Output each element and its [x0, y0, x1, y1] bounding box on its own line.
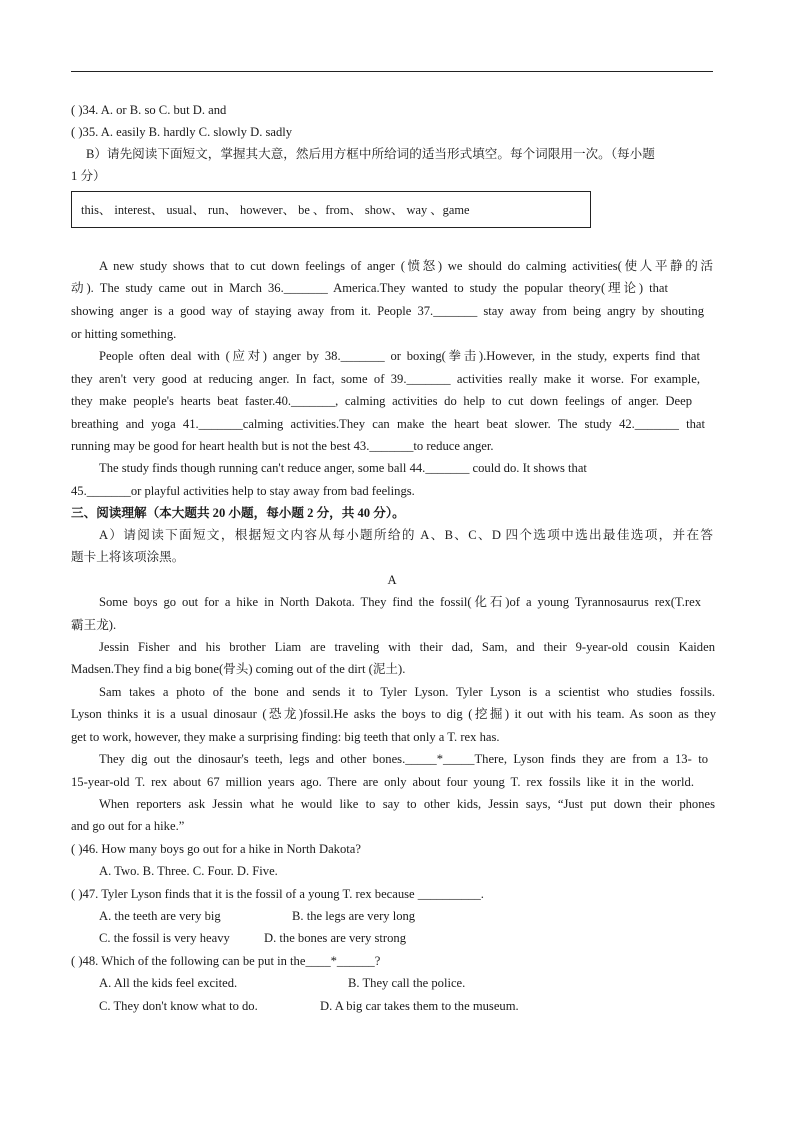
section-b-instruction: B）请先阅读下面短文，掌握其大意，然后用方框中所给词的适当形式填空。每个词限用一次。（每小题: [86, 147, 655, 161]
passage-a-line-11: and go out for a hike.”: [71, 819, 185, 833]
passage-a-line-2: 霸王龙).: [71, 618, 117, 632]
question-47-option-c: C. the fossil is very heavy: [99, 931, 230, 945]
passage-a-line-9: 15-year-old T. rex about 67 million years ago. There are only about four young T. rex fossils like it in the world.: [71, 775, 694, 789]
header-rule: [71, 71, 713, 72]
question-48-option-b: B. They call the police.: [348, 976, 466, 990]
question-46-options: A. Two. B. Three. C. Four. D. Five.: [99, 864, 278, 878]
question-47-option-b: B. the legs are very long: [292, 909, 416, 923]
passage-a-line-7: get to work, however, they make a surprising finding: big teeth that only a T. rex has.: [71, 730, 500, 744]
question-34: ( )34. A. or B. so C. but D. and: [71, 103, 227, 117]
section-3-instruction-cont: 题卡上将该项涂黑。: [71, 550, 185, 564]
passage-a-line-4: Madsen.They find a big bone(骨头) coming out of the dirt (泥土).: [71, 662, 406, 676]
passage-b-line-5: People often deal with (应对) anger by 38._______ or boxing(拳击).However, in the study, experts find that: [99, 349, 700, 363]
question-47-option-d: D. the bones are very strong: [264, 931, 406, 945]
section-b-instruction-cont: 1 分）: [71, 169, 106, 183]
question-48-option-d: D. A big car takes them to the museum.: [320, 999, 519, 1013]
passage-a-line-1: Some boys go out for a hike in North Dakota. They find the fossil(化石)of a young Tyrannosaurus rex(T.rex: [99, 595, 701, 609]
passage-b-line-11: 45._______or playful activities help to stay away from bad feelings.: [71, 484, 415, 498]
passage-b-line-9: running may be good for heart health but is not the best 43._______to reduce anger.: [71, 439, 494, 453]
section-3-instruction: A）请阅读下面短文，根据短文内容从每小题所给的 A、B、C、D 四个选项中选出最佳选项，并在答: [99, 528, 713, 542]
passage-b-line-3: showing anger is a good way of staying away from it. People 37._______ stay away from being angry by shouting: [71, 304, 704, 318]
question-48-option-c: C. They don't know what to do.: [99, 999, 258, 1013]
word-box: [71, 191, 591, 228]
passage-a-line-5: Sam takes a photo of the bone and sends it to Tyler Lyson. Tyler Lyson is a scientist who studies fossils.: [99, 685, 715, 699]
question-48: ( )48. Which of the following can be put in the____*______?: [71, 954, 381, 968]
passage-a-line-6: Lyson thinks it is a usual dinosaur (恐龙)fossil.He asks the boys to dig (挖掘) it out with his team. As soon as they: [71, 707, 716, 721]
question-47-option-a: A. the teeth are very big: [99, 909, 221, 923]
passage-b-line-2: 动). The study came out in March 36._______ America.They wanted to study the popular theory(理论) that: [71, 281, 668, 295]
passage-b-line-4: or hitting something.: [71, 327, 177, 341]
passage-b-line-10: The study finds though running can't reduce anger, some ball 44._______ could do. It shows that: [99, 461, 587, 475]
passage-b-line-1: A new study shows that to cut down feelings of anger (愤怒) we should do calming activities(使人平静的活: [99, 259, 713, 273]
word-box-text: this、 interest、 usual、 run、 however、 be 、from、 show、 way 、game: [81, 203, 470, 217]
question-35: ( )35. A. easily B. hardly C. slowly D. sadly: [71, 125, 293, 139]
section-3-heading: 三、阅读理解（本大题共 20 小题，每小题 2 分，共 40 分）。: [71, 506, 405, 520]
passage-b-line-7: they make people's hearts beat faster.40._______, calming activities do help to cut down feelings of anger. Deep: [71, 394, 692, 408]
question-47: ( )47. Tyler Lyson finds that it is the fossil of a young T. rex because __________.: [71, 887, 484, 901]
passage-b-line-6: they aren't very good at reducing anger. In fact, some of 39._______ activities really make it worse. For example,: [71, 372, 700, 386]
passage-a-line-10: When reporters ask Jessin what he would like to say to other kids, Jessin says, “Just put down their phones: [99, 797, 715, 811]
question-48-option-a: A. All the kids feel excited.: [99, 976, 238, 990]
passage-a-title: A: [387, 573, 397, 587]
passage-a-line-8: They dig out the dinosaur's teeth, legs and other bones._____*_____There, Lyson finds they are from a 13- to: [99, 752, 708, 766]
passage-a-line-3: Jessin Fisher and his brother Liam are traveling with their dad, Sam, and their 9-year-old cousin Kaiden: [99, 640, 715, 654]
passage-b-line-8: breathing and yoga 41._______calming activities.They can make the heart beat slower. The study 42._______ that: [71, 417, 705, 431]
question-46: ( )46. How many boys go out for a hike in North Dakota?: [71, 842, 361, 856]
